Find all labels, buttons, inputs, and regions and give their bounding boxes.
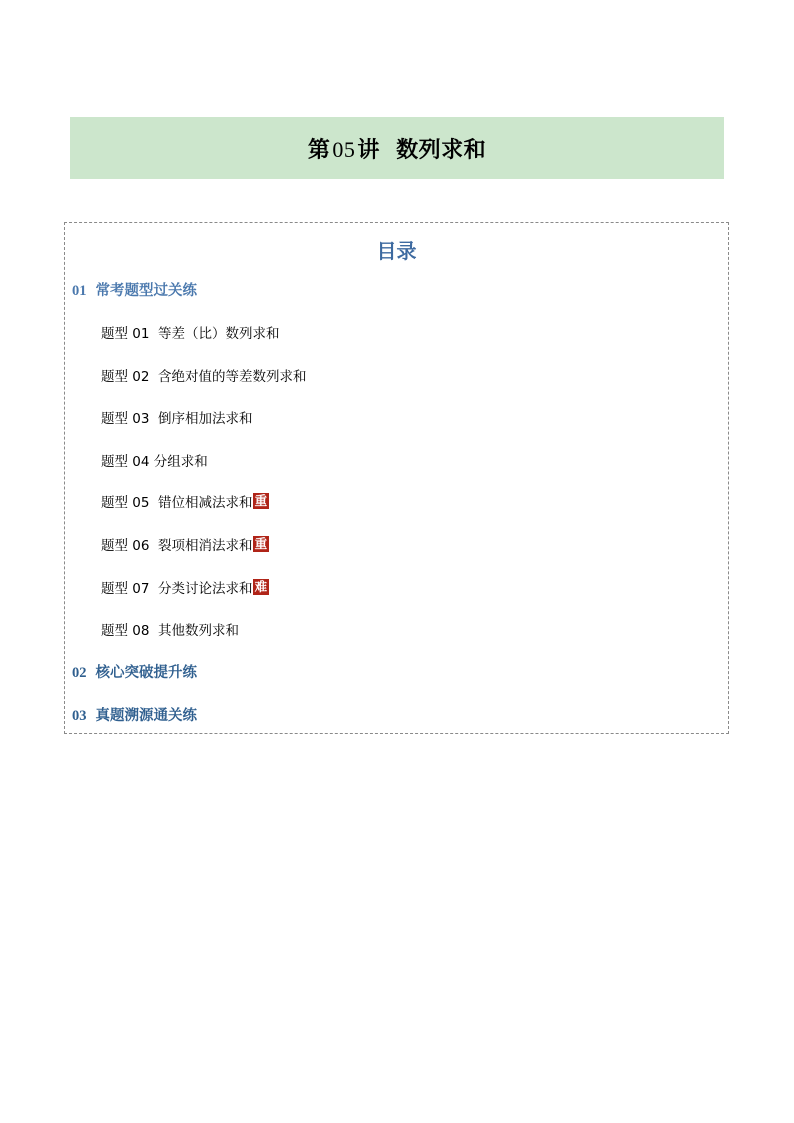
toc-item-type-01[interactable] [101,322,280,342]
title-number: 05 [332,136,356,162]
toc-heading: 目录 [376,239,417,263]
toc-item-type-02[interactable] [101,365,307,385]
section-number: 02 [72,665,87,681]
difficult-badge: 难 [254,579,268,594]
toc-item-label: 题型 02 含绝对值的等差数列求和 [101,369,307,385]
toc-item-type-05[interactable] [101,491,269,511]
toc-item-label: 题型 08 其他数列求和 [101,623,240,639]
toc-item-type-06[interactable] [101,534,269,554]
toc-section-01[interactable] [72,279,197,300]
toc-section-03[interactable] [72,704,197,725]
lesson-title [308,133,486,164]
toc-item-type-07[interactable] [101,577,269,597]
table-of-contents [64,222,729,734]
toc-item-type-04[interactable] [101,450,208,470]
section-label: 真题溯源通关练 [95,708,197,724]
lesson-title-bar [70,117,724,179]
key-point-badge: 重 [254,536,268,551]
toc-section-02[interactable] [72,661,197,682]
toc-item-label: 题型 04 分组求和 [101,454,208,470]
toc-item-label: 题型 06 裂项相消法求和 [101,538,253,554]
key-point-badge: 重 [254,493,268,508]
toc-item-label: 题型 05 错位相减法求和 [101,495,253,511]
section-number: 03 [72,708,87,724]
section-label: 常考题型过关练 [95,283,197,299]
toc-item-type-03[interactable] [101,407,253,427]
title-prefix: 第 [307,137,331,163]
title-suffix: 讲 数列求和 [357,137,487,163]
section-number: 01 [72,283,87,299]
section-label: 核心突破提升练 [95,665,197,681]
toc-item-label: 题型 07 分类讨论法求和 [101,581,253,597]
toc-item-label: 题型 03 倒序相加法求和 [101,411,253,427]
toc-item-label: 题型 01 等差（比）数列求和 [101,326,280,342]
toc-item-type-08[interactable] [101,619,239,639]
